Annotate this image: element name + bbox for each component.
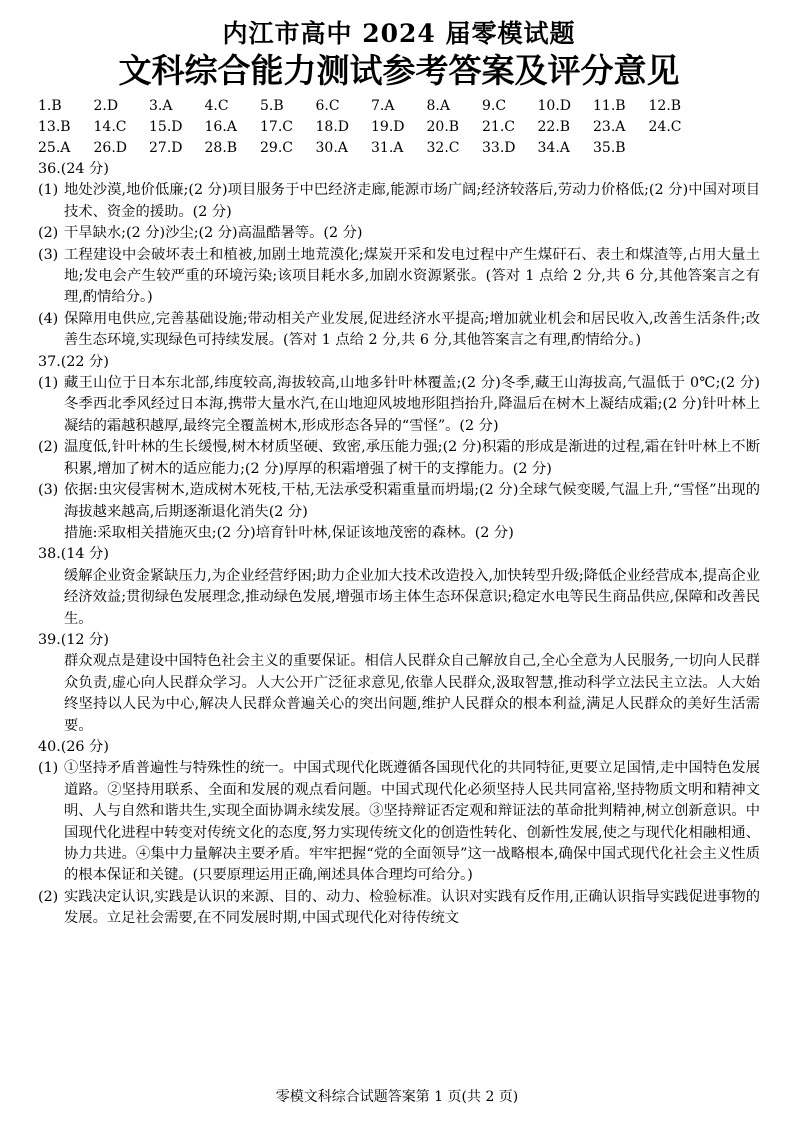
q37-item-1	[38, 373, 760, 437]
answer-item: 23.A	[593, 119, 626, 135]
q40-heading: 40.(26 分)	[38, 738, 109, 755]
q37-item-3	[38, 480, 760, 523]
item-text: 温度低,针叶林的生长缓慢,树木材质坚硬、致密,承压能力强;(2 分)积霜的形成是渐进的过程,霜在针叶林上不断积累,增加了树木的适应能力;(2 分)厚厚的积霜增强了树干的支撑能力。(2 分)	[64, 439, 760, 477]
item-text: 依据:虫灾侵害树木,造成树木死枝,干枯,无法承受积霜重量而坍塌;(2 分)全球气候变暖,气温上升,“雪怪”出现的海拔越来越高,后期逐渐退化消失(2 分)	[64, 482, 760, 520]
answer-item: 21.C	[482, 119, 515, 135]
item-text: 地处沙漠,地价低廉;(2 分)项目服务于中巴经济走廊,能源市场广阔;经济较落后,劳动力价格低;(2 分)中国对项目技术、资金的援助。(2 分)	[64, 182, 760, 220]
q37-item-2	[38, 437, 760, 480]
answer-item: 14.C	[93, 119, 127, 135]
answer-item: 25.A	[38, 140, 71, 156]
item-number: (2)	[38, 439, 59, 456]
answer-item: 12.B	[648, 98, 682, 114]
answer-row-3	[38, 138, 760, 159]
q37-heading: 37.(22 分)	[38, 353, 109, 370]
answer-item: 5.B	[260, 98, 284, 114]
answer-item: 19.D	[371, 119, 405, 135]
answer-item: 15.D	[149, 119, 183, 135]
answer-item: 11.B	[593, 98, 626, 114]
answer-row-1	[38, 96, 760, 117]
item-text: 实践决定认识,实践是认识的来源、目的、动力、检验标准。认识对实践有反作用,正确认识指导实践促进事物的发展。立足社会需要,在不同发展时期,中国式现代化对待传统文	[64, 888, 760, 927]
answer-item: 4.C	[204, 98, 229, 114]
q36-item-3	[38, 245, 760, 309]
answer-row-2	[38, 117, 760, 138]
item-number: (3)	[38, 246, 59, 263]
q40-item-1	[38, 758, 760, 886]
answer-item: 6.C	[315, 98, 340, 114]
q39-heading: 39.(12 分)	[38, 631, 109, 648]
page-title: 内江市高中 2024 届零模试题	[222, 19, 576, 48]
answer-item: 24.C	[648, 119, 682, 135]
item-text: 干旱缺水;(2 分)沙尘;(2 分)高温酷暑等。(2 分)	[64, 225, 363, 242]
item-number: (1)	[38, 760, 59, 777]
page-footer: 零模文科综合试题答案第 1 页(共 2 页)	[275, 1089, 519, 1105]
item-number: (1)	[38, 182, 59, 199]
page-subtitle: 文科综合能力测试参考答案及评分意见	[118, 51, 680, 90]
q38-heading: 38.(14 分)	[38, 546, 109, 563]
answer-item: 29.C	[260, 140, 293, 156]
answer-item: 2.D	[93, 98, 119, 114]
q36-item-1	[38, 180, 760, 223]
answer-item: 26.D	[93, 140, 127, 156]
q36-item-2	[38, 223, 760, 244]
answer-item: 9.C	[482, 98, 507, 114]
answer-item: 22.B	[537, 119, 571, 135]
answer-item: 7.A	[371, 98, 395, 114]
answer-item: 3.A	[149, 98, 173, 114]
q40-item-2	[38, 887, 760, 930]
answer-item: 28.B	[204, 140, 238, 156]
item-number: (4)	[38, 310, 59, 327]
multiple-choice-answers	[38, 96, 760, 159]
item-number: (3)	[38, 482, 59, 499]
answer-item: 16.A	[204, 119, 237, 135]
answer-item: 34.A	[537, 140, 570, 156]
item-number: (2)	[38, 225, 59, 242]
answer-item: 35.B	[593, 140, 626, 156]
item-text: 工程建设中会破坏表土和植被,加剧土地荒漠化;煤炭开采和发电过程中产生煤矸石、表土和煤渣等,占用大量土地;发电会产生较严重的环境污染;该项目耗水多,加剧水资源紧张。(答对 1 点给 2 分,共 6 分,其他答案言之有理,酌情给分。)	[64, 246, 760, 306]
answer-item: 17.C	[260, 119, 293, 135]
answer-item: 20.B	[426, 119, 460, 135]
answer-item: 8.A	[426, 98, 450, 114]
item-text: 保障用电供应,完善基础设施;带动相关产业发展,促进经济水平提高;增加就业机会和居民收入,改善生活条件;改善生态环境,实现绿色可持续发展。(答对 1 点给 2 分,共 6 分,其他答案言之有理,酌情给分。)	[64, 310, 760, 349]
answer-item: 10.D	[537, 98, 571, 114]
q36-heading: 36.(24 分)	[38, 161, 109, 177]
answer-item: 31.A	[371, 140, 404, 156]
q39-text: 群众观点是建设中国特色社会主义的重要保证。相信人民群众自己解放自己,全心全意为人民服务,一切向人民群众负责,虚心向人民群众学习。人大公开广泛征求意见,依靠人民群众,汲取智慧,推动科学立法民主立法。人大始终坚持以人民为中心,解决人民群众普遍关心的突出问题,维护人民群众的根本利益,满足人民群众的美好生活需要。	[64, 653, 760, 734]
answer-sheet	[38, 18, 760, 930]
answer-item: 32.C	[426, 140, 460, 156]
answer-item: 13.B	[38, 119, 71, 135]
q38-text: 缓解企业资金紧缺压力,为企业经营纾困;助力企业加大技术改造投入,加快转型升级;降低企业经营成本,提高企业经济效益;贯彻绿色发展理念,推动绿色发展,增强市场主体生态环保意识;稳定水电等民生商品供应,保障和改善民生。	[64, 567, 760, 627]
item-text: 藏王山位于日本东北部,纬度较高,海拔较高,山地多针叶林覆盖;(2 分)冬季,藏王山海拔高,气温低于 0℃;(2 分)冬季西北季风经过日本海,携带大量水汽,在山地迎风坡地形阻挡抬升,降温后在树木上凝结成霜;(2 分)针叶林上凝结的霜越积越厚,最终完全覆盖树木,形成形态各异的“雪怪”。(2 分)	[64, 375, 760, 434]
item-number: (1)	[38, 375, 59, 392]
q37-measures: 措施:采取相关措施灭虫;(2 分)培育针叶林,保证该地茂密的森林。(2 分)	[64, 524, 514, 541]
answer-item: 30.A	[315, 140, 348, 156]
item-number: (2)	[38, 888, 59, 905]
answer-item: 18.D	[315, 119, 349, 135]
answer-item: 1.B	[38, 98, 62, 114]
answer-item: 27.D	[149, 140, 183, 156]
item-text: ①坚持矛盾普遍性与特殊性的统一。中国式现代化既遵循各国现代化的共同特征,更要立足国情,走中国特色发展道路。②坚持用联系、全面和发展的观点看问题。中国式现代化必须坚持人民共同富裕,坚持物质文明和精神文明、人与自然和谐共生,实现全面协调永续发展。③坚持辩证否定观和辩证法的革命批判精神,树立创新意识。中国现代化进程中转变对传统文化的态度,努力实现传统文化的创造性转化、创新性发展,使之与现代化相融相通、协力共进。④集中力量解决主要矛盾。牢牢把握“党的全面领导”这一战略根本,确保中国式现代化社会主义性质的根本保证和关键。(只要原理运用正确,阐述具体合理均可给分。)	[64, 760, 760, 884]
answer-item: 33.D	[482, 140, 516, 156]
q36-item-4	[38, 309, 760, 352]
